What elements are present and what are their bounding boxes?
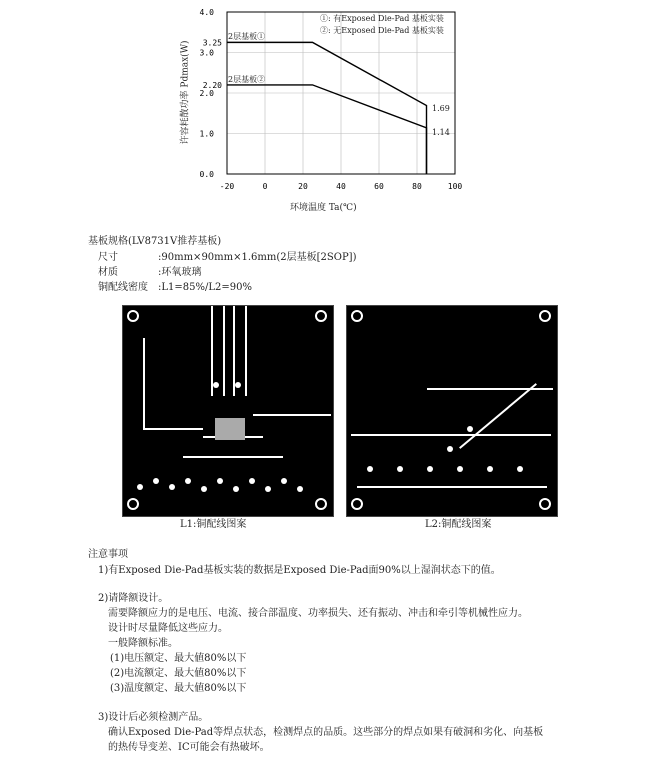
notes-title: 注意事项 [88,549,128,560]
pcb-l1-image [122,305,334,517]
y-extra-tick-label: 3.25 [202,38,222,48]
note-2-title: 2)请降额设计。 [98,593,169,604]
copper-gap [351,434,551,436]
x-tick-label: 100 [447,182,463,191]
y-axis-label: 许容耗散功率 Pdmax(W) [180,40,191,145]
board-spec-title: 基板规格(LV8731V推荐基板) [88,236,222,247]
spec-value: :90mm×90mm×1.6mm(2层基板[2SOP]) [158,252,357,263]
value-label-1-14: 1.14 [432,128,450,137]
copper-gap [143,428,203,430]
copper-gap [253,414,331,416]
board-spec-row-density [98,281,252,294]
board-spec-row-size [98,251,356,264]
x-tick-label: 0 [262,182,268,191]
spec-label: 材质 [98,267,118,278]
board-spec-row-material [98,266,201,279]
spec-value: :L1=85%/L2=90% [158,282,252,293]
x-tick-label: 60 [374,182,384,191]
copper-gap [427,388,553,390]
x-tick-label: 40 [336,182,346,191]
mount-hole [539,310,551,322]
note-2-item-3: (3)温度额定、最大値80%以下 [110,683,247,694]
x-tick-label: 80 [412,182,422,191]
spec-label: 铜配线密度 [98,282,148,293]
pcb-l2-caption: L2:铜配线图案 [425,519,492,530]
pcb-l2-image [346,305,558,517]
mount-hole [315,498,327,510]
mount-hole [127,310,139,322]
copper-gap [143,338,145,428]
x-axis-label: 环境温度 Ta(℃) [290,203,357,213]
spec-value: :环氧玻璃 [158,267,202,278]
copper-gap [183,456,283,458]
legend-item-1: ①: 有Exposed Die-Pad 基板实装 [320,14,444,23]
y-tick-label: 3.0 [199,48,214,58]
series-1-label: 2层基板① [228,32,266,41]
note-2-line-2: 设计时尽量降低这些应力。 [108,623,228,634]
series-line-1 [227,42,427,174]
note-3-title: 3)设计后必须检测产品。 [98,712,209,723]
note-2-line-3: 一般降额标准。 [108,638,178,649]
derating-chart [170,0,480,215]
mount-hole [351,498,363,510]
x-tick-label: 20 [298,182,308,191]
note-1: 1)有Exposed Die-Pad基板实装的数据是Exposed Die-Pad面90%以上湿润状态下的值。 [98,565,501,576]
copper-gap [245,306,247,396]
y-tick-label: 2.0 [199,89,214,98]
note-3-line-1: 确认Exposed Die-Pad等焊点状态，检测焊点的品质。这些部分的焊点如果有破洞和劣化、向基板 [108,727,544,738]
y-tick-label: 4.0 [199,8,214,17]
copper-gap [357,486,547,488]
copper-gap [459,383,537,449]
ic-footprint [215,418,245,440]
value-label-1-69: 1.69 [432,104,450,113]
note-2-item-1: (1)电压额定、最大値80%以下 [110,653,247,664]
x-tick-label: -20 [219,182,235,191]
note-3-line-2: 的热传导变差、IC可能会有热破坏。 [108,742,270,753]
pcb-l1-caption: L1:铜配线图案 [180,519,247,530]
note-2-line-1: 需要降额应力的是电压、电流、接合部温度、功率损失、还有振动、冲击和牵引等机械性应力。 [108,608,528,619]
copper-gap [223,306,225,396]
series-line-2 [227,85,427,174]
y-extra-tick-label: 2.20 [202,80,222,90]
legend-item-2: ②: 无Exposed Die-Pad 基板实装 [320,26,444,35]
mount-hole [539,498,551,510]
y-tick-label: 1.0 [199,129,214,139]
mount-hole [315,310,327,322]
mount-hole [351,310,363,322]
note-2-item-2: (2)电流额定、最大値80%以下 [110,668,247,679]
mount-hole [127,498,139,510]
y-tick-label: 0.0 [199,170,214,179]
series-2-label: 2层基板② [228,75,266,84]
spec-label: 尺寸 [98,252,118,263]
